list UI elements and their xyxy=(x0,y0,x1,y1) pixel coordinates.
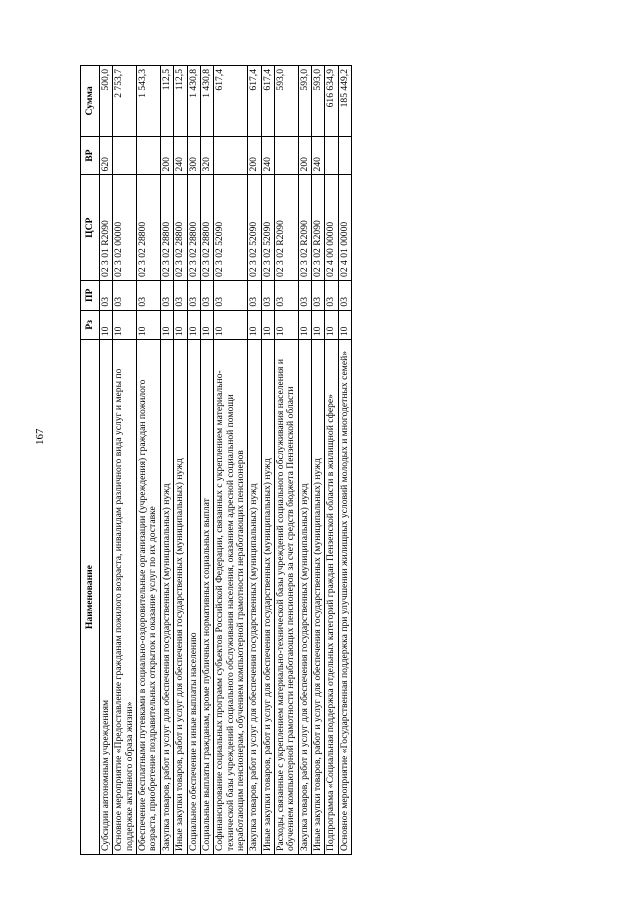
table-row xyxy=(325,66,338,855)
cell-sum: 112,5 xyxy=(174,66,187,137)
cell-pr: 03 xyxy=(187,280,200,310)
cell-csr: 02 3 02 R2090 xyxy=(298,175,311,281)
header-rz: Рз xyxy=(81,310,100,340)
header-pr: ПР xyxy=(81,280,100,310)
cell-sum: 617,4 xyxy=(214,66,248,137)
cell-vr: 200 xyxy=(160,136,173,175)
cell-pr: 03 xyxy=(248,280,261,310)
cell-vr: 320 xyxy=(200,136,213,175)
table-row xyxy=(261,66,274,855)
cell-csr: 02 3 02 52090 xyxy=(248,175,261,281)
cell-csr: 02 3 02 R2090 xyxy=(312,175,325,281)
cell-csr: 02 3 02 28800 xyxy=(137,175,161,281)
table-row xyxy=(214,66,248,855)
cell-vr xyxy=(338,136,351,175)
cell-name: Социальное обеспечение и иные выплаты населению xyxy=(187,340,200,855)
cell-name: Подпрограмма «Социальная поддержка отдельных категорий граждан Пензенской области в жилищной сфере» xyxy=(325,340,338,855)
cell-pr: 03 xyxy=(325,280,338,310)
table-row xyxy=(298,66,311,855)
cell-csr: 02 3 02 00000 xyxy=(113,175,137,281)
cell-pr: 03 xyxy=(200,280,213,310)
table-row xyxy=(275,66,299,855)
cell-sum: 593,0 xyxy=(298,66,311,137)
cell-csr: 02 3 02 R2090 xyxy=(275,175,299,281)
table-row xyxy=(187,66,200,855)
cell-name: Основное мероприятие «Предоставление гражданам пожилого возраста, инвалидам различного вида услуг и меры по поддержке активного образа жизни» xyxy=(113,340,137,855)
table-row xyxy=(312,66,325,855)
cell-pr: 03 xyxy=(298,280,311,310)
cell-csr: 02 3 02 52090 xyxy=(214,175,248,281)
table-row xyxy=(137,66,161,855)
cell-vr: 200 xyxy=(298,136,311,175)
cell-name: Закупка товаров, работ и услуг для обеспечения государственных (муниципальных) нужд xyxy=(248,340,261,855)
cell-rz: 10 xyxy=(275,310,299,340)
cell-rz: 10 xyxy=(100,310,113,340)
cell-sum: 617,4 xyxy=(248,66,261,137)
cell-vr: 300 xyxy=(187,136,200,175)
cell-rz: 10 xyxy=(338,310,351,340)
cell-csr: 02 3 02 28800 xyxy=(187,175,200,281)
cell-pr: 03 xyxy=(275,280,299,310)
cell-name: Субсидии автономным учреждениям xyxy=(100,340,113,855)
table-row xyxy=(200,66,213,855)
cell-rz: 10 xyxy=(187,310,200,340)
cell-csr: 02 3 02 28800 xyxy=(160,175,173,281)
cell-vr xyxy=(214,136,248,175)
budget-table xyxy=(80,65,352,855)
rotated-page-content xyxy=(80,65,558,855)
cell-name: Социальные выплаты гражданам, кроме публичных нормативных социальных выплат xyxy=(200,340,213,855)
cell-rz: 10 xyxy=(214,310,248,340)
cell-csr: 02 3 01 R2090 xyxy=(100,175,113,281)
cell-vr: 240 xyxy=(261,136,274,175)
table-row xyxy=(113,66,137,855)
cell-pr: 03 xyxy=(312,280,325,310)
cell-pr: 03 xyxy=(160,280,173,310)
cell-name: Закупка товаров, работ и услуг для обеспечения государственных (муниципальных) нужд xyxy=(298,340,311,855)
cell-pr: 03 xyxy=(338,280,351,310)
cell-name: Иные закупки товаров, работ и услуг для обеспечения государственных (муниципальных) нужд xyxy=(174,340,187,855)
cell-pr: 03 xyxy=(100,280,113,310)
cell-rz: 10 xyxy=(312,310,325,340)
cell-rz: 10 xyxy=(261,310,274,340)
page-number: 167 xyxy=(34,428,46,445)
cell-pr: 03 xyxy=(137,280,161,310)
cell-rz: 10 xyxy=(200,310,213,340)
cell-vr xyxy=(137,136,161,175)
cell-name: Иные закупки товаров, работ и услуг для обеспечения государственных (муниципальных) нужд xyxy=(261,340,274,855)
header-name: Наименование xyxy=(81,340,100,855)
table-row xyxy=(248,66,261,855)
cell-sum: 1 543,3 xyxy=(137,66,161,137)
cell-csr: 02 4 00 00000 xyxy=(325,175,338,281)
cell-vr xyxy=(325,136,338,175)
cell-csr: 02 3 02 28800 xyxy=(174,175,187,281)
cell-sum: 1 430,8 xyxy=(187,66,200,137)
cell-sum: 500,0 xyxy=(100,66,113,137)
cell-pr: 03 xyxy=(113,280,137,310)
cell-name: Иные закупки товаров, работ и услуг для обеспечения государственных (муниципальных) нужд xyxy=(312,340,325,855)
cell-sum: 1 430,8 xyxy=(200,66,213,137)
cell-name: Обеспечение бесплатными путевками в социально-оздоровительные организации (учреждения) граждан пожилого возраста, приобретение поздравительных открыток и оказание услуг по их доставке xyxy=(137,340,161,855)
cell-name: Закупка товаров, работ и услуг для обеспечения государственных (муниципальных) нужд xyxy=(160,340,173,855)
cell-rz: 10 xyxy=(113,310,137,340)
cell-sum: 2 753,7 xyxy=(113,66,137,137)
cell-csr: 02 3 02 52090 xyxy=(261,175,274,281)
header-vr: ВР xyxy=(81,136,100,175)
cell-csr: 02 3 02 28800 xyxy=(200,175,213,281)
cell-sum: 112,5 xyxy=(160,66,173,137)
cell-rz: 10 xyxy=(137,310,161,340)
table-row xyxy=(174,66,187,855)
cell-rz: 10 xyxy=(174,310,187,340)
cell-name: Основное мероприятие «Государственная поддержка при улучшении жилищных условий молодых и многодетных семей» xyxy=(338,340,351,855)
cell-vr xyxy=(113,136,137,175)
cell-rz: 10 xyxy=(298,310,311,340)
table-row xyxy=(338,66,351,855)
table-header-row xyxy=(81,66,100,855)
cell-rz: 10 xyxy=(248,310,261,340)
cell-pr: 03 xyxy=(174,280,187,310)
cell-vr: 240 xyxy=(312,136,325,175)
cell-name: Софинансирование социальных программ субъектов Российской Федерации, связанных с укреплением материально-технической базы учреждений социального обслуживания населения, оказанием адресной социальной помощи неработающим пенсионерам, обучением компьютерной грамотности неработающих пенсионеров xyxy=(214,340,248,855)
cell-rz: 10 xyxy=(325,310,338,340)
table-row xyxy=(100,66,113,855)
cell-sum: 616 634,9 xyxy=(325,66,338,137)
cell-pr: 03 xyxy=(214,280,248,310)
header-csr: ЦСР xyxy=(81,175,100,281)
cell-sum: 593,0 xyxy=(312,66,325,137)
cell-vr: 200 xyxy=(248,136,261,175)
cell-rz: 10 xyxy=(160,310,173,340)
cell-name: Расходы, связанные с укреплением материально-технической базы учреждений социального обслуживания населения и обучением компьютерной грамотности неработающих пенсионеров за счет средств бюджета Пензенской области xyxy=(275,340,299,855)
cell-pr: 03 xyxy=(261,280,274,310)
cell-vr: 240 xyxy=(174,136,187,175)
cell-csr: 02 4 01 00000 xyxy=(338,175,351,281)
cell-vr: 620 xyxy=(100,136,113,175)
table-row xyxy=(160,66,173,855)
cell-sum: 185 449,2 xyxy=(338,66,351,137)
cell-sum: 617,4 xyxy=(261,66,274,137)
cell-vr xyxy=(275,136,299,175)
header-sum: Сумма xyxy=(81,66,100,137)
cell-sum: 593,0 xyxy=(275,66,299,137)
